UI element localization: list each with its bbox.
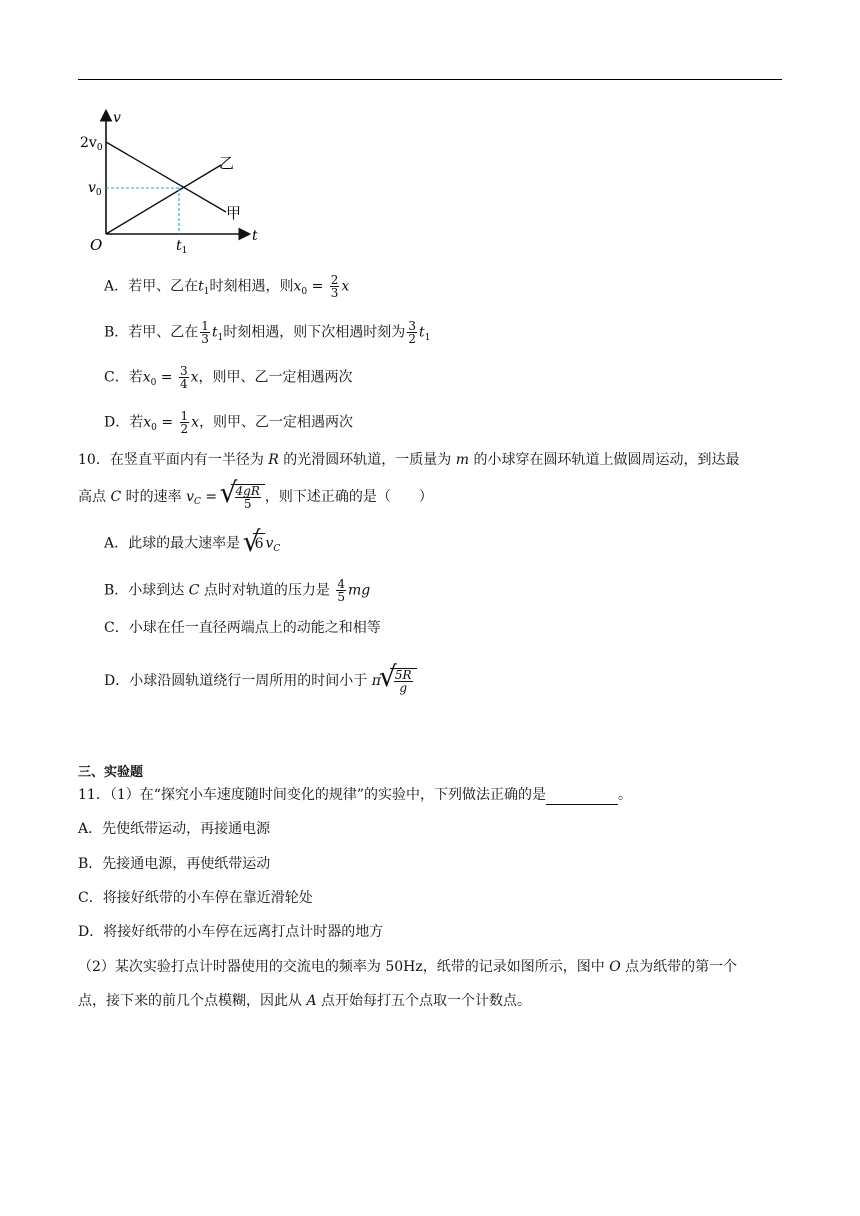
label-2v0: $2v_0$ — [80, 135, 103, 153]
label-yi: 乙 — [219, 154, 235, 172]
line-jia — [106, 142, 226, 212]
q10-stem-line2: 高点 C 时的速率 $v_C$ = √ $\frac{4gR}{5}$ ，则下述正确的是（ ） — [78, 484, 433, 510]
fraction: $\frac{1}{2}$ — [180, 409, 189, 436]
q11-option-c: C．将接好纸带的小车停在靠近滑轮处 — [78, 890, 313, 906]
q10-option-b: B．小球到达 C 点时对轨道的压力是 $\frac{4}{5}$ mg — [104, 577, 371, 604]
fraction: $\frac{3}{4}$ — [180, 364, 188, 391]
sqrt: √ 6 — [245, 533, 266, 554]
fraction: $\frac{4}{5}$ — [337, 577, 346, 604]
q11-option-a: A．先使纸带运动，再接通电源 — [78, 821, 271, 837]
label-v0: $v_0$ — [88, 180, 102, 198]
q10-option-d: D．小球沿圆轨道绕行一周所用的时间小于 π √ $\frac{5R}{g}$ — [104, 668, 417, 694]
q9-option-d: D．若$x_0$ = $\frac{1}{2}$ x，则甲、乙一定相遇两次 — [104, 409, 354, 436]
header-rule — [78, 79, 782, 80]
sqrt — [222, 484, 265, 510]
answer-blank — [546, 790, 618, 805]
origin-label: O — [90, 236, 103, 254]
fraction: √ $\frac{5R}{g}$ — [394, 668, 412, 695]
q9-option-a: A．若甲、乙在$t_1$时刻相遇，则$x_0$ = $\frac{2}{3}$ x — [104, 273, 350, 300]
q11-part2-line2: 点，接下来的前几个点模糊，因此从 A 点开始每打五个点取一个计数点。 — [78, 993, 532, 1009]
q9-option-b: B．若甲、乙在 $\frac{1}{3}$ $t_1$时刻相遇，则下次相遇时刻为 $\frac{3}{2}$ $t_1$ — [104, 319, 431, 346]
q10-stem-line1: 10．在竖直平面内有一半径为 R 的光滑圆环轨道，一质量为 m 的小球穿在圆环轨道上做圆周运动，到达最 — [78, 452, 740, 468]
vt-graph — [76, 108, 266, 260]
q10-option-a: A．此球的最大速率是 √ 6 $v_C$ — [104, 533, 280, 556]
label-jia: 甲 — [226, 204, 242, 222]
label-t1: $t_1$ — [176, 238, 188, 256]
fraction: $\frac{1}{3}$ — [201, 319, 209, 346]
q10-option-c: C．小球在任一直径两端点上的动能之和相等 — [104, 620, 381, 636]
q9-option-c: C．若$x_0$ = $\frac{3}{4}$ x，则甲、乙一定相遇两次 — [104, 364, 353, 391]
x-axis-label: t — [252, 228, 258, 244]
q11-part2-line1: （2）某次实验打点计时器使用的交流电的频率为 50Hz，纸带的记录如图所示，图中 O 点为纸带的第一个 — [78, 959, 738, 975]
q11-option-b: B．先接通电源，再使纸带运动 — [78, 856, 271, 872]
section-title: 三、实验题 — [78, 765, 144, 780]
q11-stem: 11．（1）在“探究小车速度随时间变化的规律”的实验中，下列做法正确的是 。 — [78, 787, 633, 803]
fraction: $\frac{3}{2}$ — [408, 319, 416, 346]
fraction: $\frac{2}{3}$ — [330, 273, 339, 300]
fraction: √ $\frac{4gR}{5}$ — [235, 484, 260, 511]
sqrt — [381, 668, 417, 694]
y-axis-label: v — [113, 110, 121, 126]
q11-option-d: D．将接好纸带的小车停在远离打点计时器的地方 — [78, 924, 384, 940]
